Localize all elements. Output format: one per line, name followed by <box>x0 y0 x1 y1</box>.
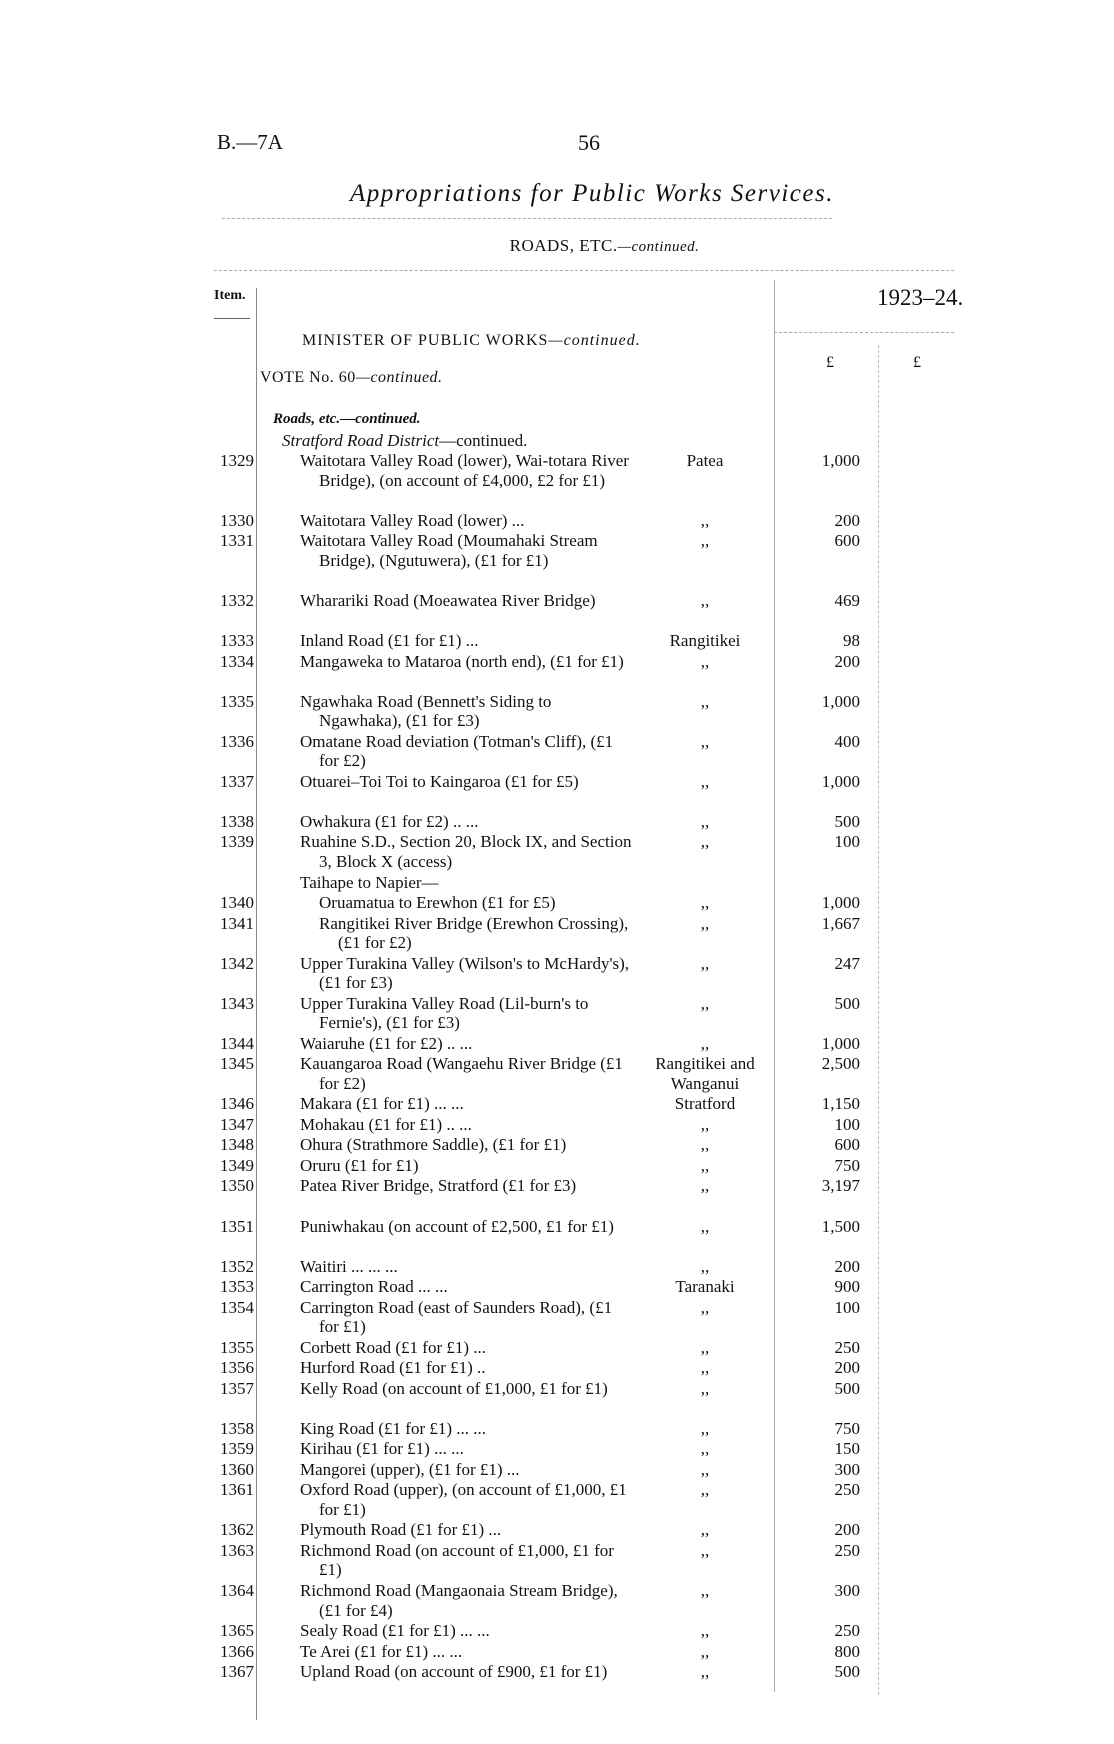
item-amount: 100 <box>834 832 860 852</box>
item-location: Rangitikei <box>669 631 741 650</box>
item-amount: 250 <box>834 1480 860 1500</box>
item-number: 1344 <box>220 1033 254 1053</box>
item-number: 1334 <box>220 651 254 671</box>
item-number: 1352 <box>220 1256 254 1276</box>
item-number: 1351 <box>220 1216 254 1236</box>
item-description: Puniwhakau (on account of £2,500, £1 for £1) <box>300 1216 614 1236</box>
vote-text: VOTE No. 60 <box>260 369 356 386</box>
item-description: Waiaruhe (£1 for £2) .. ... <box>300 1033 473 1053</box>
item-number: 1363 <box>220 1540 254 1560</box>
item-amount: 750 <box>834 1418 860 1438</box>
item-description: Upper Turakina Valley (Wilson's to McHardy's), (£1 for £3) <box>300 953 630 993</box>
item-location: ,, <box>700 1114 710 1134</box>
item-description: Upland Road (on account of £900, £1 for £1) <box>300 1662 608 1682</box>
item-location: Stratford <box>674 1094 736 1114</box>
item-amount: 250 <box>834 1337 860 1357</box>
item-amount: 500 <box>834 1378 860 1398</box>
item-amount: 247 <box>834 953 860 973</box>
item-number: 1357 <box>220 1378 254 1398</box>
item-description: Te Arei (£1 for £1) ... ... <box>300 1641 463 1661</box>
item-number: 1343 <box>220 993 254 1013</box>
item-number: 1342 <box>220 953 254 973</box>
page-number: 56 <box>578 130 600 155</box>
item-location: ,, <box>700 832 710 852</box>
item-description: Carrington Road (east of Saunders Road), (£1 for £1) <box>300 1297 613 1337</box>
item-description: Waitotara Valley Road (lower), Wai-totara River Bridge), (on account of £4,000, £2 for £1) <box>300 451 629 490</box>
item-amount: 200 <box>834 510 860 530</box>
district-heading <box>282 431 527 451</box>
year-header-rule <box>774 332 954 333</box>
item-location: ,, <box>700 1540 710 1560</box>
item-amount: 400 <box>834 731 860 751</box>
item-number: 1333 <box>220 631 254 650</box>
item-location: ,, <box>700 893 710 912</box>
item-number: 1329 <box>220 451 254 470</box>
item-description: Makara (£1 for £1) ... ... <box>300 1094 464 1114</box>
item-number: 1355 <box>220 1337 254 1357</box>
item-description: Kauangaroa Road (Wangaehu River Bridge (£1 for £2) <box>300 1054 623 1093</box>
minister-text: MINISTER OF PUBLIC WORKS <box>302 332 549 349</box>
district-text: Stratford Road District <box>282 431 440 450</box>
item-location: ,, <box>700 590 710 610</box>
item-amount: 98 <box>843 631 860 650</box>
item-description: Mangaweka to Mataroa (north end), (£1 for £1) <box>300 651 624 671</box>
item-number: 1339 <box>220 832 254 852</box>
item-number: 1360 <box>220 1459 254 1479</box>
item-number: 1332 <box>220 590 254 610</box>
item-description: Inland Road (£1 for £1) ... <box>300 631 479 650</box>
item-description: Oxford Road (upper), (on account of £1,000, £1 for £1) <box>300 1480 627 1519</box>
item-location: ,, <box>700 651 710 671</box>
minister-heading <box>302 332 641 350</box>
item-location: Rangitikei and Wanganui <box>655 1054 755 1093</box>
pound-column-header-1: £ <box>826 354 834 371</box>
item-amount: 800 <box>834 1641 860 1661</box>
item-description: Ngawhaka Road (Bennett's Siding to Ngawhaka), (£1 for £3) <box>300 691 552 731</box>
item-location: ,, <box>700 1662 710 1682</box>
item-number: 1337 <box>220 771 254 791</box>
item-description: Waitotara Valley Road (Moumahaki Stream Bridge), (Ngutuwera), (£1 for £1) <box>300 531 598 570</box>
amount-column-divider <box>878 345 879 1695</box>
item-location: ,, <box>700 1297 710 1317</box>
item-amount: 1,500 <box>821 1216 860 1236</box>
item-location: Taranaki <box>675 1277 735 1297</box>
item-column-divider <box>256 288 257 1720</box>
item-amount: 100 <box>834 1297 860 1317</box>
item-amount: 100 <box>834 1114 860 1134</box>
item-location: ,, <box>700 1480 710 1500</box>
item-number: 1335 <box>220 691 254 711</box>
item-location: ,, <box>700 953 710 973</box>
item-description: Richmond Road (on account of £1,000, £1 for £1) <box>300 1540 614 1580</box>
item-location: ,, <box>700 510 710 530</box>
item-number: 1361 <box>220 1480 254 1500</box>
item-number: 1362 <box>220 1520 254 1540</box>
item-description: Hurford Road (£1 for £1) .. <box>300 1358 486 1378</box>
item-description: Kelly Road (on account of £1,000, £1 for £1) <box>300 1378 608 1398</box>
year-column-header: 1923–24. <box>877 285 964 310</box>
item-number: 1356 <box>220 1358 254 1378</box>
item-amount: 300 <box>834 1459 860 1479</box>
item-amount: 1,667 <box>821 913 860 933</box>
item-description: Waitotara Valley Road (lower) ... <box>300 510 525 530</box>
item-description: Wharariki Road (Moeawatea River Bridge) <box>300 590 596 610</box>
item-location: ,, <box>700 1459 710 1479</box>
item-location: ,, <box>700 811 710 831</box>
item-description: Waitiri ... ... ... <box>300 1256 398 1276</box>
item-amount: 250 <box>834 1540 860 1560</box>
item-description: Taihape to Napier— <box>300 872 439 892</box>
district-suffix: —continued. <box>439 431 528 450</box>
item-amount: 469 <box>834 590 860 610</box>
item-location: ,, <box>700 1155 710 1175</box>
item-description: Mohakau (£1 for £1) .. ... <box>300 1114 472 1134</box>
item-description: Otuarei–Toi Toi to Kaingaroa (£1 for £5) <box>300 771 579 791</box>
item-column-header: Item. <box>214 288 246 303</box>
item-amount: 500 <box>834 993 860 1013</box>
item-amount: 1,000 <box>821 893 860 912</box>
page-title: Appropriations for Public Works Services. <box>350 180 834 207</box>
item-location: ,, <box>700 1641 710 1661</box>
document-code: B.—7A <box>217 130 283 154</box>
item-number: 1331 <box>220 531 254 551</box>
vote-suffix: —continued. <box>355 369 443 386</box>
item-amount: 200 <box>834 1256 860 1276</box>
item-number: 1349 <box>220 1155 254 1175</box>
item-description: Oruru (£1 for £1) <box>300 1155 419 1175</box>
item-number: 1336 <box>220 731 254 751</box>
minister-suffix: —continued. <box>548 332 641 349</box>
item-number: 1346 <box>220 1094 254 1114</box>
section-title <box>0 236 1114 256</box>
item-description: Oruamatua to Erewhon (£1 for £5) <box>319 893 556 912</box>
table-top-rule <box>214 270 954 271</box>
item-amount: 1,000 <box>821 771 860 791</box>
pound-column-header-2: £ <box>913 354 921 371</box>
item-description: King Road (£1 for £1) ... ... <box>300 1418 487 1438</box>
item-amount: 900 <box>834 1277 860 1297</box>
item-amount: 1,000 <box>821 691 860 711</box>
item-amount: 200 <box>834 1520 860 1540</box>
item-number: 1353 <box>220 1277 254 1297</box>
item-header-rule <box>214 318 250 319</box>
item-number: 1330 <box>220 510 254 530</box>
item-number: 1341 <box>220 913 254 933</box>
item-amount: 300 <box>834 1581 860 1600</box>
title-rule <box>222 218 832 219</box>
item-number: 1338 <box>220 811 254 831</box>
item-number: 1358 <box>220 1418 254 1438</box>
item-number: 1340 <box>220 893 254 912</box>
item-location: ,, <box>700 1621 710 1641</box>
item-location: ,, <box>700 1418 710 1438</box>
item-amount: 500 <box>834 1662 860 1682</box>
item-number: 1364 <box>220 1581 254 1600</box>
item-description: Kirihau (£1 for £1) ... ... <box>300 1439 464 1459</box>
item-location: ,, <box>700 691 710 711</box>
item-number: 1366 <box>220 1641 254 1661</box>
item-amount: 600 <box>834 1135 860 1155</box>
item-number: 1359 <box>220 1439 254 1459</box>
item-location: ,, <box>700 1256 710 1276</box>
item-description: Plymouth Road (£1 for £1) ... <box>300 1520 502 1540</box>
item-location: ,, <box>700 913 710 933</box>
item-amount: 1,000 <box>821 1033 860 1053</box>
item-description: Corbett Road (£1 for £1) ... <box>300 1337 487 1357</box>
item-amount: 2,500 <box>821 1054 860 1074</box>
item-amount: 600 <box>834 531 860 551</box>
item-location: ,, <box>700 1581 710 1600</box>
subsection-heading: Roads, etc.—continued. <box>273 411 421 427</box>
item-location: ,, <box>700 1439 710 1459</box>
item-description: Mangorei (upper), (£1 for £1) ... <box>300 1459 520 1479</box>
item-location: ,, <box>700 993 710 1013</box>
item-amount: 500 <box>834 811 860 831</box>
item-location: Patea <box>686 451 724 470</box>
item-description: Upper Turakina Valley Road (Lil-burn's to Fernie's), (£1 for £3) <box>300 993 589 1033</box>
vote-heading <box>260 369 443 387</box>
item-description: Ohura (Strathmore Saddle), (£1 for £1) <box>300 1135 567 1155</box>
item-description: Richmond Road (Mangaonaia Stream Bridge), (£1 for £4) <box>300 1581 618 1620</box>
item-description: Ruahine S.D., Section 20, Block IX, and Section 3, Block X (access) <box>300 832 632 871</box>
item-location: ,, <box>700 531 710 551</box>
item-amount: 150 <box>834 1439 860 1459</box>
item-location: ,, <box>700 731 710 751</box>
item-location: ,, <box>700 1337 710 1357</box>
item-amount: 750 <box>834 1155 860 1175</box>
item-location: ,, <box>700 1358 710 1378</box>
item-description: Patea River Bridge, Stratford (£1 for £3) <box>300 1176 577 1196</box>
item-location: ,, <box>700 771 710 791</box>
item-amount: 1,000 <box>821 451 860 470</box>
item-amount: 200 <box>834 651 860 671</box>
item-amount: 3,197 <box>821 1176 860 1196</box>
item-amount: 250 <box>834 1621 860 1641</box>
item-description: Sealy Road (£1 for £1) ... ... <box>300 1621 490 1641</box>
item-location: ,, <box>700 1216 710 1236</box>
item-description: Owhakura (£1 for £2) .. ... <box>300 811 479 831</box>
item-description: Rangitikei River Bridge (Erewhon Crossing), (£1 for £2) <box>319 913 629 952</box>
item-location: ,, <box>700 1520 710 1540</box>
item-location: ,, <box>700 1135 710 1155</box>
item-amount: 1,150 <box>821 1094 860 1114</box>
item-number: 1354 <box>220 1297 254 1317</box>
item-amount: 200 <box>834 1358 860 1378</box>
section-title-text: ROADS, ETC. <box>509 236 618 255</box>
item-number: 1350 <box>220 1176 254 1196</box>
item-number: 1367 <box>220 1662 254 1682</box>
item-description: Omatane Road deviation (Totman's Cliff), (£1 for £2) <box>300 731 614 771</box>
item-number: 1348 <box>220 1135 254 1155</box>
item-number: 1345 <box>220 1054 254 1074</box>
item-location: ,, <box>700 1176 710 1196</box>
item-description: Carrington Road ... ... <box>300 1277 448 1297</box>
item-number: 1365 <box>220 1621 254 1641</box>
item-location: ,, <box>700 1033 710 1053</box>
item-location: ,, <box>700 1378 710 1398</box>
section-title-suffix: —continued. <box>617 239 700 255</box>
item-number: 1347 <box>220 1114 254 1134</box>
